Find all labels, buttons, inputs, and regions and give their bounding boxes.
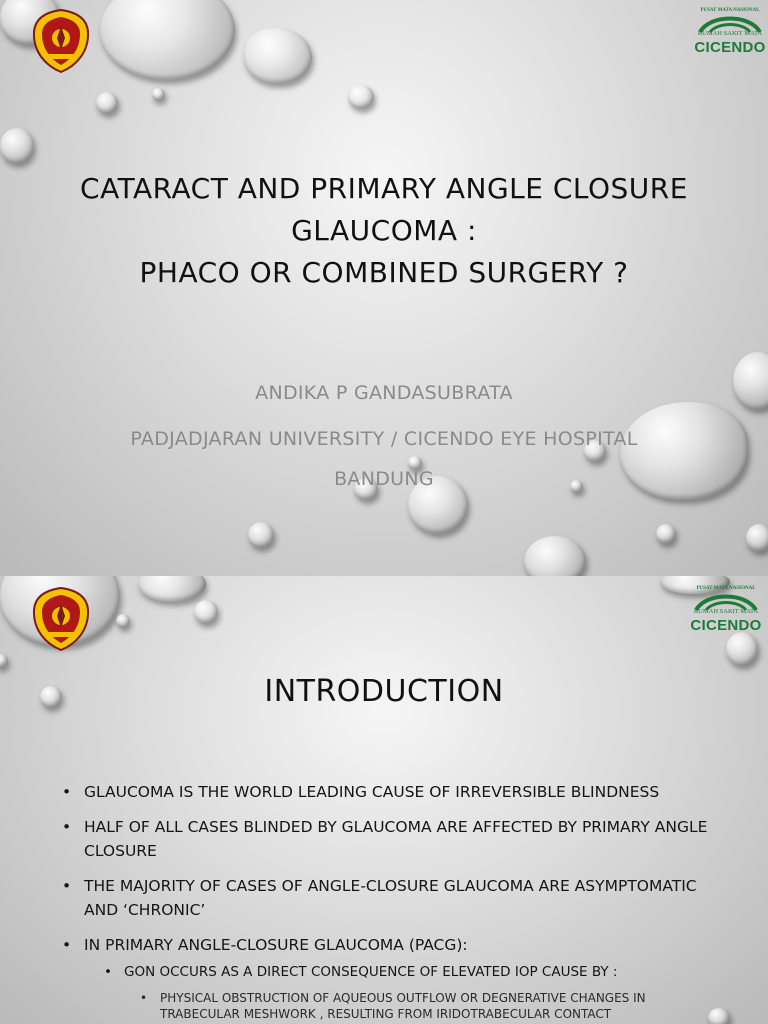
- bullet-list: [62, 780, 712, 1022]
- water-drop: [138, 576, 206, 602]
- water-drop: [656, 524, 676, 544]
- water-drop: [0, 654, 8, 668]
- slide-title: [20, 168, 748, 294]
- title-line-1: CATARACT AND PRIMARY ANGLE CLOSURE: [80, 172, 688, 205]
- water-drop: [746, 524, 768, 552]
- cicendo-hospital-logo-icon: [688, 586, 764, 634]
- water-drop: [248, 522, 274, 548]
- water-drop: [726, 632, 758, 666]
- affiliation-line-2: BANDUNG: [334, 468, 434, 490]
- title-line-3: PHACO OR COMBINED SURGERY ?: [139, 256, 629, 289]
- cicendo-hospital-logo-icon: [692, 8, 768, 56]
- water-drop: [100, 0, 235, 80]
- water-drop: [524, 536, 586, 576]
- bullet-item: • THE MAJORITY OF CASES OF ANGLE-CLOSURE GLAUCOMA ARE ASYMPTOMATIC AND ‘CHRONIC’: [62, 874, 712, 922]
- logo-arc-text: PUSAT MATA NASIONAL: [696, 586, 756, 591]
- logo-sub-text: RUMAH SAKIT MATA: [697, 30, 763, 37]
- bullet-item: • HALF OF ALL CASES BLINDED BY GLAUCOMA ARE AFFECTED BY PRIMARY ANGLE CLOSURE: [62, 815, 712, 863]
- introduction-slide: [0, 576, 768, 1024]
- sub-bullet-item: • GON OCCURS AS A DIRECT CONSEQUENCE OF ELEVATED IOP CAUSE BY :: [104, 962, 712, 982]
- logo-brand-text: CICENDO: [690, 617, 762, 634]
- bullet-item: • GLAUCOMA IS THE WORLD LEADING CAUSE OF IRREVERSIBLE BLINDNESS: [62, 780, 712, 804]
- logo-brand-text: CICENDO: [694, 39, 766, 56]
- water-drop: [194, 600, 218, 624]
- water-drop: [116, 614, 130, 628]
- sub-sub-bullet-item: • PHYSICAL OBSTRUCTION OF AQUEOUS OUTFLOW OR DEGNERATIVE CHANGES IN TRABECULAR MESHWORK , RESULTING FROM IRIDOTRABECULAR CONTACT: [140, 990, 712, 1022]
- slide-title: INTRODUCTION: [264, 674, 504, 709]
- university-seal-icon: [32, 8, 90, 74]
- water-drop: [348, 85, 374, 109]
- author-name: ANDIKA P GANDASUBRATA: [255, 382, 513, 404]
- title-line-2: GLAUCOMA :: [291, 214, 477, 247]
- affiliation-line-1: PADJADJARAN UNIVERSITY / CICENDO EYE HOSPITAL: [130, 428, 638, 450]
- water-drop: [152, 88, 165, 101]
- water-drop: [244, 28, 312, 84]
- logo-arc-text: PUSAT MATA NASIONAL: [700, 8, 760, 13]
- water-drop: [96, 92, 118, 114]
- university-seal-icon: [32, 586, 90, 652]
- water-drop: [0, 128, 34, 164]
- logo-sub-text: RUMAH SAKIT MATA: [693, 608, 759, 615]
- bullet-item: • IN PRIMARY ANGLE-CLOSURE GLAUCOMA (PACG):: [62, 933, 712, 957]
- water-drop: [733, 352, 768, 410]
